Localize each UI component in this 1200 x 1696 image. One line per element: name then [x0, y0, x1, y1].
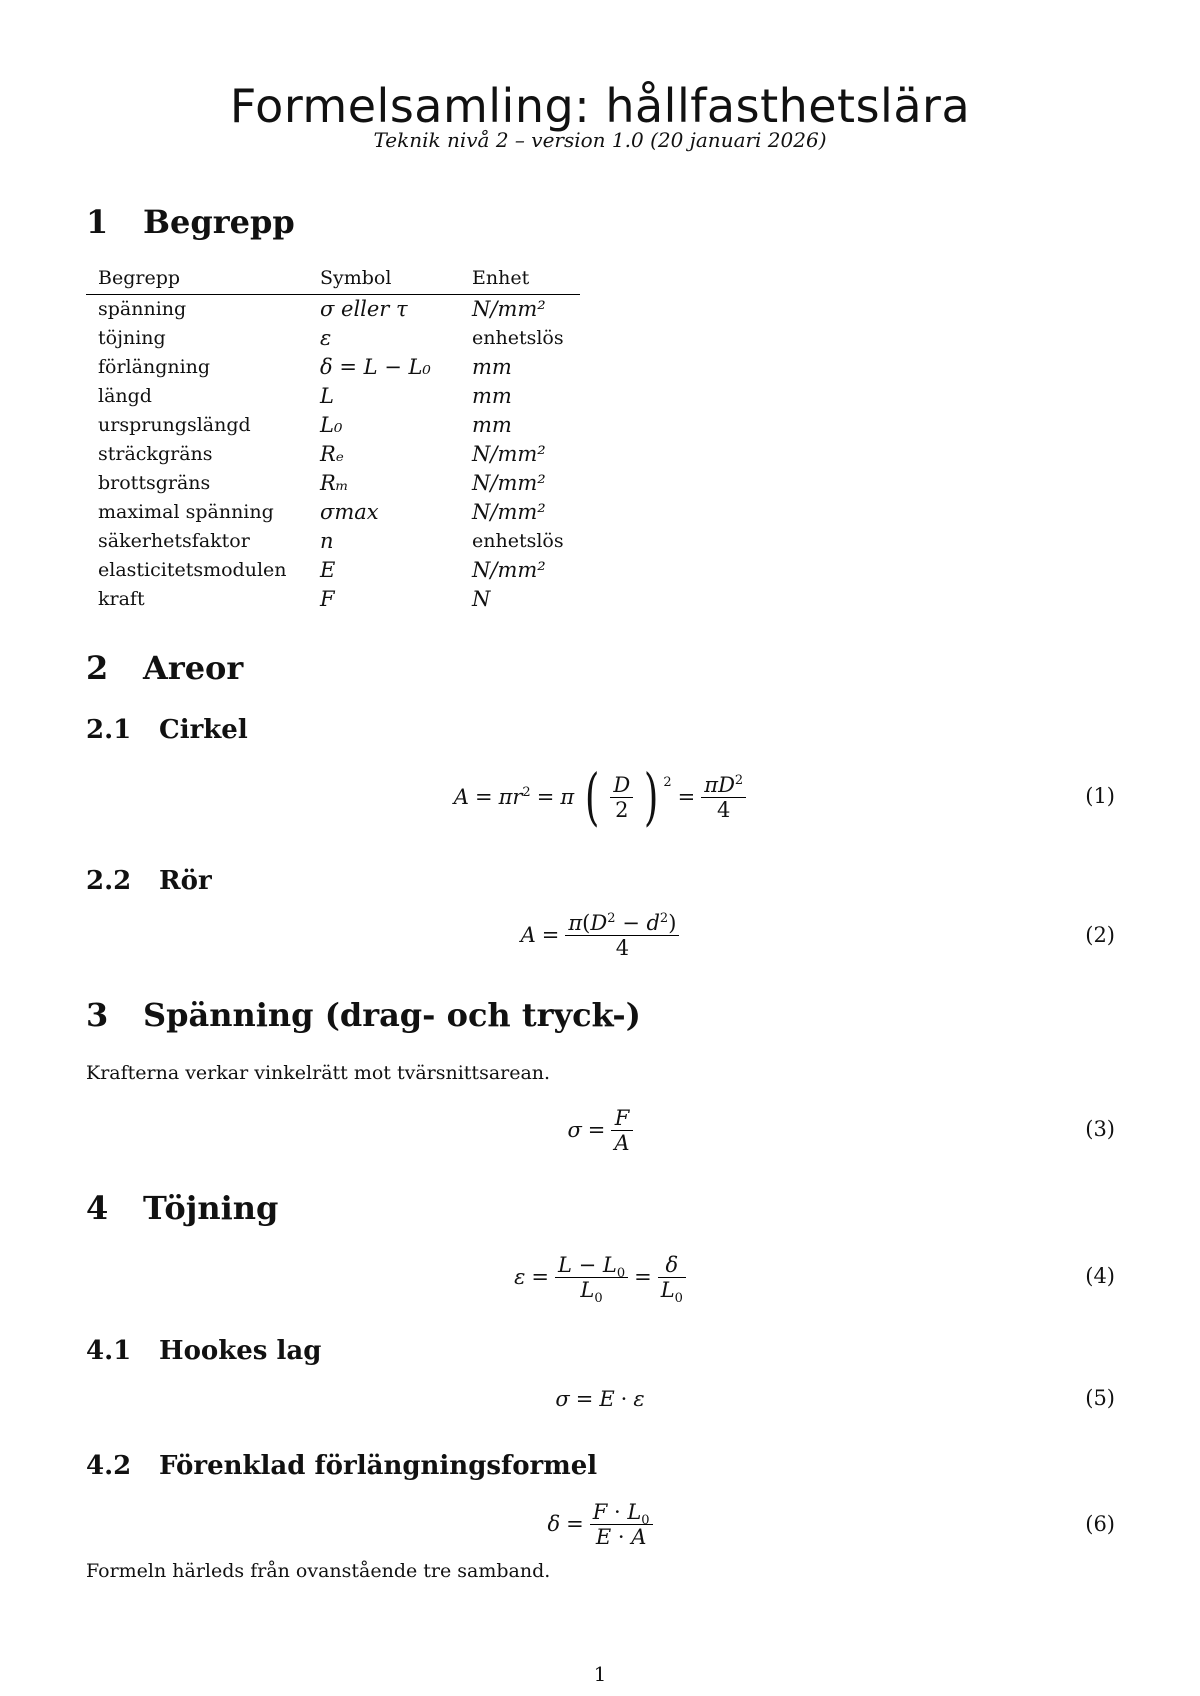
column-header: Symbol [320, 267, 392, 289]
subsection-heading-ror [86, 864, 212, 898]
symbol-cell: σ eller τ [320, 297, 408, 321]
document-title: Formelsamling: hållfasthetslära [229, 79, 971, 133]
subsection-heading-hookes-lag [86, 1334, 321, 1368]
subsection-heading-forlangningsformel [86, 1449, 597, 1483]
symbol-cell: L [320, 384, 334, 408]
column-header: Begrepp [98, 267, 181, 289]
table-row [86, 324, 580, 353]
section-heading-areor [86, 648, 243, 688]
table-row [86, 498, 580, 527]
section-title: Rör [159, 866, 212, 896]
term-cell: töjning [98, 327, 166, 349]
unit-cell: enhetslös [472, 530, 564, 552]
unit-cell: N [472, 587, 491, 611]
equation-tube-area: A = $\frac{\pi(D^2 - d^2)}{4}$ [0, 905, 1200, 965]
term-cell: sträckgräns [98, 443, 213, 465]
terms-table [86, 264, 580, 614]
section-title: Areor [143, 649, 244, 687]
column-header: Enhet [472, 267, 530, 289]
section-number: 2.1 [86, 715, 132, 745]
section-number: 4.2 [86, 1451, 132, 1481]
section-heading-tojning [86, 1188, 278, 1228]
unit-cell: mm [472, 384, 512, 408]
unit-cell: mm [472, 413, 512, 437]
equation-strain: ε = $\frac{L - L_0}{L_0}$ = $\frac{\delta}{L_0}$ [0, 1247, 1200, 1307]
page-number: 1 [593, 1662, 607, 1686]
section-title: Förenklad förlängningsformel [159, 1451, 598, 1481]
section-title: Spänning (drag- och tryck-) [143, 996, 641, 1034]
term-cell: säkerhetsfaktor [98, 530, 250, 552]
symbol-cell: E [320, 558, 336, 582]
section-title: Begrepp [143, 203, 295, 241]
symbol-cell: F [320, 587, 335, 611]
table-row [86, 556, 580, 585]
equation-number: (4) [1085, 1264, 1115, 1288]
table-row [86, 585, 580, 614]
term-cell: längd [98, 385, 152, 407]
symbol-cell: Rₑ [320, 442, 344, 466]
equation-number: (1) [1085, 784, 1115, 808]
symbol-cell: Rₘ [320, 471, 349, 495]
section-number: 4 [86, 1189, 109, 1227]
table-row [86, 295, 580, 325]
section-title: Cirkel [159, 715, 248, 745]
table-row [86, 411, 580, 440]
unit-cell: N/mm² [472, 500, 546, 524]
table-row [86, 469, 580, 498]
equation-elongation: δ = $\frac{F \cdot L_0}{E \cdot A}$ [0, 1494, 1200, 1554]
section-number: 2.2 [86, 866, 132, 896]
equation-number: (5) [1085, 1386, 1115, 1410]
equation-number: (6) [1085, 1512, 1115, 1536]
table-row [86, 382, 580, 411]
section-heading-begrepp [86, 202, 295, 242]
term-cell: ursprungslängd [98, 414, 251, 436]
table-row [86, 353, 580, 382]
table-header-row [86, 264, 580, 295]
table-row [86, 527, 580, 556]
equation-circle-area: A = $\pi r^2$ = π ( $\frac{D}{2}$ ) $^2$ = $\frac{\pi D^2}{4}$ [0, 762, 1200, 832]
section-title: Töjning [143, 1189, 279, 1227]
equation-number: (2) [1085, 923, 1115, 947]
symbol-cell: ε [320, 326, 332, 350]
symbol-cell: δ = L − L₀ [320, 355, 431, 379]
unit-cell: enhetslös [472, 327, 564, 349]
section-number: 3 [86, 996, 109, 1034]
paragraph: Formeln härleds från ovanstående tre samband. [86, 1560, 551, 1582]
term-cell: spänning [98, 298, 187, 320]
section-title: Hookes lag [159, 1336, 322, 1366]
section-number: 1 [86, 203, 109, 241]
term-cell: kraft [98, 588, 145, 610]
section-heading-spanning [86, 995, 641, 1035]
equation-hookes-law: σ = E · ε [555, 1387, 645, 1411]
unit-cell: N/mm² [472, 471, 546, 495]
term-cell: brottsgräns [98, 472, 211, 494]
section-number: 4.1 [86, 1336, 132, 1366]
unit-cell: mm [472, 355, 512, 379]
term-cell: elasticitetsmodulen [98, 559, 287, 581]
paragraph: Krafterna verkar vinkelrätt mot tvärsnittsarean. [86, 1062, 551, 1084]
symbol-cell: L₀ [320, 413, 343, 437]
symbol-cell: n [320, 529, 334, 553]
term-cell: maximal spänning [98, 501, 274, 523]
section-number: 2 [86, 649, 109, 687]
table-row [86, 440, 580, 469]
equation-number: (3) [1085, 1117, 1115, 1141]
symbol-cell: σmax [320, 500, 379, 524]
term-cell: förlängning [98, 356, 211, 378]
unit-cell: N/mm² [472, 442, 546, 466]
unit-cell: N/mm² [472, 558, 546, 582]
subsection-heading-cirkel [86, 713, 248, 747]
unit-cell: N/mm² [472, 297, 546, 321]
equation-stress: σ = $\frac{F}{A}$ [0, 1100, 1200, 1160]
document-subtitle: Teknik nivå 2 – version 1.0 (20 januari 2026) [373, 128, 827, 152]
